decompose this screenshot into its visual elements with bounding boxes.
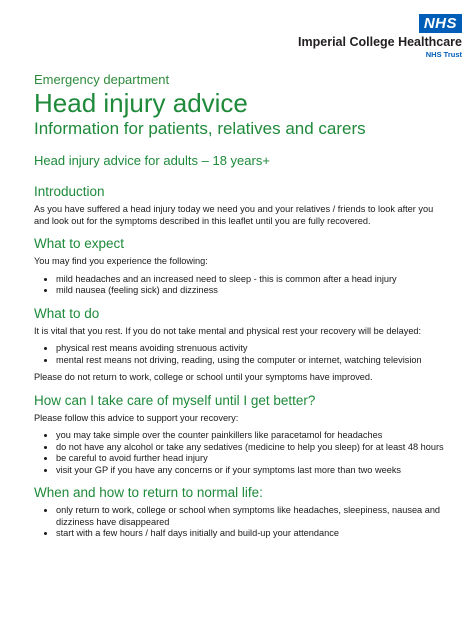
bullet-list [34, 505, 446, 540]
list-item: • do not have any alcohol or take any sedatives (medicine to help you sleep) for at least 48 hours [56, 442, 446, 454]
section-heading: What to expect [34, 236, 125, 251]
nhs-badge: NHS [419, 14, 462, 33]
list-item: • be careful to avoid further head injury [56, 453, 446, 465]
list-item: • mild nausea (feeling sick) and dizziness [56, 285, 446, 297]
audience-heading: Head injury advice for adults – 18 years+ [34, 153, 270, 168]
paragraph: As you have suffered a head injury today we need you and your relatives / friends to look after you and look out for the symptoms described in this leaflet until you are fully recovered. [34, 204, 434, 226]
nhs-logo [262, 14, 462, 59]
paragraph: Please do not return to work, college or school until your symptoms have improved. [34, 372, 373, 382]
document-body [34, 72, 446, 546]
section-heading: When and how to return to normal life: [34, 485, 263, 500]
page-subtitle: Information for patients, relatives and carers [34, 119, 366, 138]
bullet-list [34, 430, 446, 476]
paragraph: It is vital that you rest. If you do not take mental and physical rest your recovery will be delayed: [34, 325, 422, 336]
list-item: • mild headaches and an increased need to sleep - this is common after a head injury [56, 274, 446, 286]
bullet-list [34, 274, 446, 297]
section-what-to-do [34, 305, 446, 384]
department-label: Emergency department [34, 72, 170, 87]
org-name: Imperial College Healthcare [298, 35, 462, 49]
section-self-care [34, 392, 446, 477]
list-item: • only return to work, college or school when symptoms like headaches, sleepiness, nausea and dizziness have disappeared [56, 505, 446, 528]
section-heading: Introduction [34, 184, 105, 199]
section-introduction [34, 183, 446, 227]
paragraph: You may find you experience the following: [34, 256, 208, 266]
list-item: • physical rest means avoiding strenuous activity [56, 343, 446, 355]
section-return-to-normal [34, 484, 446, 540]
list-item: • visit your GP if you have any concerns or if your symptoms last more than two weeks [56, 465, 446, 477]
list-item: • you may take simple over the counter painkillers like paracetamol for headaches [56, 430, 446, 442]
section-heading: How can I take care of myself until I get better? [34, 392, 316, 408]
paragraph: Please follow this advice to support your recovery: [34, 412, 239, 423]
org-subtitle: NHS Trust [425, 50, 462, 59]
section-heading: What to do [34, 305, 100, 321]
list-item: • start with a few hours / half days initially and build-up your attendance [56, 528, 446, 540]
page-title: Head injury advice [34, 88, 248, 118]
list-item: • mental rest means not driving, reading, using the computer or internet, watching television [56, 355, 446, 367]
bullet-list [34, 343, 446, 366]
section-what-to-expect [34, 235, 446, 297]
